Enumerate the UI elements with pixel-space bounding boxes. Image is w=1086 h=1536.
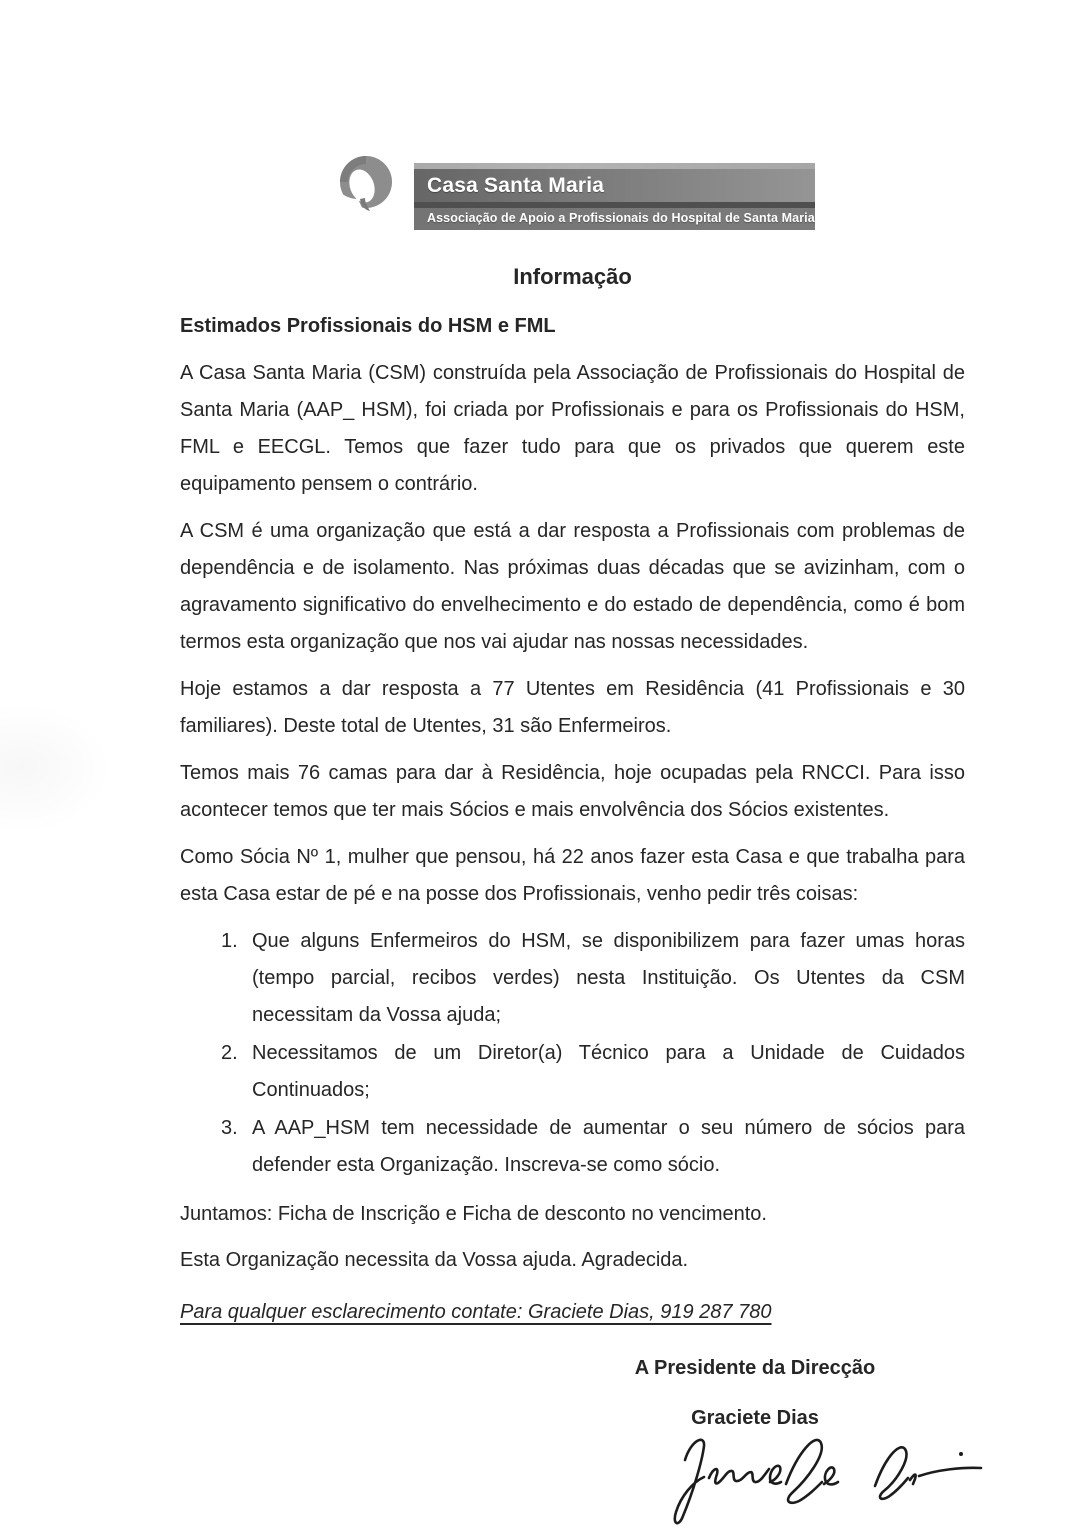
requests-list — [180, 923, 965, 1184]
paragraph: Como Sócia Nº 1, mulher que pensou, há 22 anos fazer esta Casa e que trabalha para esta Casa estar de pé e na posse dos Profissionais, venho pedir três coisas: — [180, 846, 965, 905]
list-item: Necessitamos de um Diretor(a) Técnico para a Unidade de Cuidados Continuados; — [252, 1042, 965, 1101]
contact-line — [180, 1294, 965, 1331]
salutation: Estimados Profissionais do HSM e FML — [180, 315, 556, 337]
paragraph: A Casa Santa Maria (CSM) construída pela Associação de Profissionais do Hospital de Santa Maria (AAP_ HSM), foi criada por Profissionais e para os Profissionais do HSM, FML e EECGL. Temos que fazer tudo para que os privados que querem este equipamento pensem o contrário. — [180, 362, 965, 495]
list-item: Que alguns Enfermeiros do HSM, se disponibilizem para fazer umas horas (tempo parcial, recibos verdes) nesta Instituição. Os Utentes da CSM necessitam da Vossa ajuda; — [252, 930, 965, 1026]
brand-subtitle: Associação de Apoio a Profissionais do Hospital de Santa Maria — [414, 202, 815, 230]
brand-header — [335, 158, 965, 230]
paragraph: A CSM é uma organização que está a dar resposta a Profissionais com problemas de dependência e de isolamento. Nas próximas duas décadas que se avizinham, com o agravamento significativo do envelhecimento e do estado de dependência, como é bom termos esta organização que nos vai ajudar nas nossas necessidades. — [180, 520, 965, 653]
handwritten-signature-icon — [657, 1424, 987, 1536]
signoff-block — [545, 1354, 965, 1536]
list-item: A AAP_HSM tem necessidade de aumentar o seu número de sócios para defender esta Organização. Inscreva-se como sócio. — [252, 1117, 965, 1176]
signoff-role: A Presidente da Direcção — [634, 1357, 876, 1379]
paragraph: Temos mais 76 camas para dar à Residência, hoje ocupadas pela RNCCI. Para isso acontecer temos que ter mais Sócios e mais envolvência dos Sócios existentes. — [180, 762, 965, 821]
contact-line-text: Para qualquer esclarecimento contate: Graciete Dias, 919 287 780 — [180, 1301, 772, 1323]
signoff-name: Graciete Dias — [691, 1407, 819, 1429]
closing-paragraph: Juntamos: Ficha de Inscrição e Ficha de desconto no vencimento. — [180, 1203, 767, 1225]
brand-title: Casa Santa Maria — [414, 169, 815, 202]
closing-paragraph: Esta Organização necessita da Vossa ajuda. Agradecida. — [180, 1249, 689, 1271]
page-title: Informação — [513, 264, 632, 289]
brand-banner — [414, 163, 815, 230]
paragraph: Hoje estamos a dar resposta a 77 Utentes em Residência (41 Profissionais e 30 familiares). Deste total de Utentes, 31 são Enfermeiros. — [180, 678, 965, 737]
casa-santa-maria-logo-icon — [335, 154, 399, 216]
